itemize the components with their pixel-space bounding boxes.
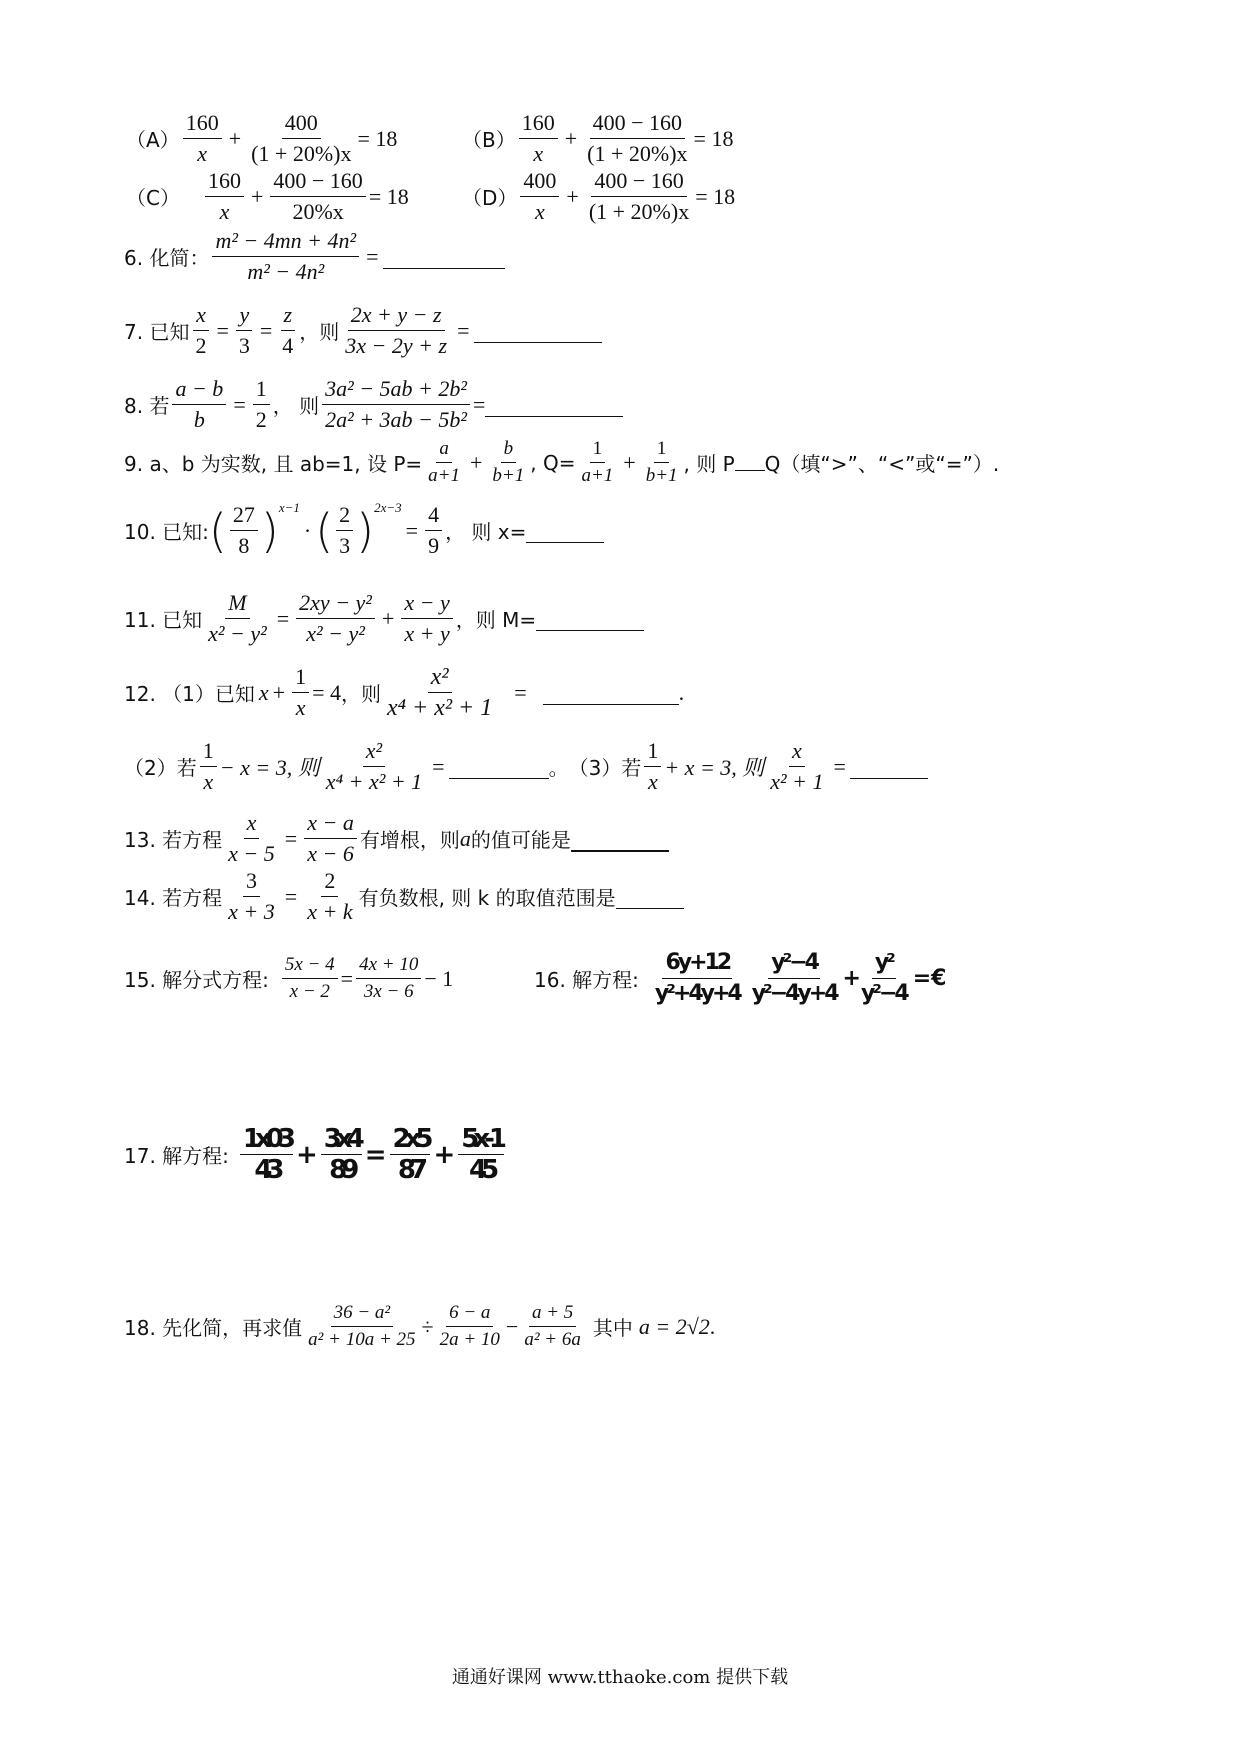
fraction: $\frac{x - a}{x - 6}$ [304,808,357,869]
fraction: $\frac{2x + y - z}{3x - 2y + z}$ [345,302,448,358]
fraction: $\frac{\text{2xy − y²}}{\text{x² − y²}}$ [296,588,375,649]
fraction: $\frac{1}{x}$ [200,736,217,797]
answer-blank[interactable] [485,392,623,417]
choice-label: （D） [462,186,518,210]
question-14: 14. 若方程 $\frac{3}{x + 3}$ = $\frac{2}{x + k}$ 有负数根, 则 k 的取值范围是 [124,866,684,927]
question-6: 6. 化简： $\frac{\text{m² − 4mn + 4n²}}{\text{m² − 4n²}}$ = [124,226,505,287]
fraction: $\frac{\text{x²}}{\text{x⁴ + x² + 1}}$ [387,664,493,721]
answer-blank[interactable] [383,244,505,269]
condition: a = 2√2 [638,1313,710,1339]
fraction: $\frac{1}{x}$ [292,662,309,723]
question-text: ， 则 [272,394,320,418]
fraction: $\frac{6y+12}{\text{y²+4y+4}}$ [654,950,740,1006]
fraction: $\frac{\text{y²−4}}{\text{y²−4y+4}}$ [751,950,837,1006]
question-label: 18. 先化简，再求值 [124,1316,303,1340]
fraction: $\frac{27}{8}$ [230,500,258,561]
question-17: 17. 解方程: $\frac{1x03}{43}$ + $\frac{3x4}{89}$ = $\frac{2x5}{87}$ + $\frac{5x-1}{45}$ [124,1124,507,1185]
question-label: 8. 若 [124,394,170,418]
equation-rhs: = 18 [368,183,409,209]
fraction: $\frac{3}{x + 3}$ [228,868,275,924]
question-text: , Q= [530,450,576,475]
question-text: 的值可能是 [470,828,571,852]
answer-blank[interactable] [536,606,644,631]
answer-blank[interactable] [543,680,679,705]
fraction: $\frac{4x + 10}{3x - 6}$ [356,952,421,1005]
equation-part: − 1 [424,965,454,991]
variable: a [459,825,471,851]
fraction: $\frac{160}{x}$ [519,108,558,169]
question-label: 15. 解分式方程: [124,968,269,992]
fraction: $\frac{160}{x}$ [205,166,244,227]
question-text: 9. a、b 为实数, 且 ab=1, 设 P= [124,452,423,476]
question-text: ，则 M= [455,608,537,632]
fraction: $\frac{2}{x + k}$ [307,868,353,924]
fraction: $\frac{2}{3}$ [336,500,353,561]
page-footer: 通通好课网 www.tthaoke.com 提供下载 [451,1667,789,1688]
fraction: $\frac{\text{3a² − 5ab + 2b²}}{\text{2a² + 3ab − 5b²}}$ [322,374,470,435]
exponent: x−1 [278,500,300,515]
question-label: 11. 已知 [124,608,203,632]
fraction: $\frac{5x - 4}{x - 2}$ [282,952,338,1005]
fraction: $\frac{x}{\text{x² + 1}}$ [770,738,824,794]
choice-c: （C） $\frac{160}{x}$ + $\frac{400 - 160}{20\%x}$ = 18 [126,166,409,227]
question-text: 其中 [592,1316,633,1340]
question-label: 10. 已知: [124,520,209,544]
question-15: 15. 解分式方程: $\frac{5x - 4}{x - 2}$ = $\frac{4x + 10}{3x - 6}$ − 1 [124,952,453,1005]
fraction: $\frac{\text{y²}}{\text{y²−4}}$ [860,950,907,1006]
question-12-part-1: 12. （1）已知 x + $\frac{1}{x}$ = 4 ，则 $\frac{\text{x²}}{\text{x⁴ + x² + 1}}$ = . [124,664,685,721]
choice-b: （B） $\frac{160}{x}$ + $\frac{400 - 160}{(1 + 20\%)x}$ = 18 [462,108,733,169]
question-label: 14. 若方程 [124,886,223,910]
fraction: $\frac{5x-1}{45}$ [458,1124,504,1185]
choice-label: （A） [126,128,180,152]
fraction: $\frac{b}{b+1}$ [492,438,525,486]
fraction: $\frac{1}{2}$ [253,374,270,435]
fraction: $\frac{x}{x - 5}$ [228,810,275,866]
fraction: $\frac{M}{\text{x² − y²}}$ [208,590,267,646]
answer-blank[interactable] [616,884,684,909]
question-7: 7. 已知 $\frac{x}{2}$ = $\frac{y}{3}$ = $\frac{z}{4}$ ，则 $\frac{2x + y - z}{3x - 2y + z}$ = [124,300,602,361]
question-text: Q（填“>”、“<”或“=”）. [764,452,1000,476]
answer-blank[interactable] [449,754,549,779]
equation-rhs: = 18 [357,125,398,151]
choice-a: （A） $\frac{160}{x}$ + $\frac{400}{(1 + 20\%)x}$ = 18 [126,108,397,169]
answer-blank[interactable] [735,454,765,471]
fraction: $\frac{3x4}{89}$ [321,1124,362,1185]
answer-blank[interactable] [474,318,602,343]
fraction: $\frac{400}{x}$ [520,166,559,227]
equation-part: − x = 3, 则 [219,755,320,780]
question-label: 13. 若方程 [124,828,223,852]
choice-label: （C） [126,186,180,210]
fraction: $\frac{1}{a+1}$ [581,438,614,486]
fraction: $\frac{x - y}{x + y}$ [401,588,452,649]
question-12-part-2-3: （2）若 $\frac{1}{x}$ − x = 3, 则 $\frac{\text{x²}}{\text{x⁴ + x² + 1}}$ = 。 （3）若 $\frac{1}{x}$ + x = 3, 则 $\frac{x}{\text{x² + 1}}$ = [124,736,928,797]
question-text: ， 则 x= [445,520,527,544]
question-text: ，则 [299,320,340,344]
fraction: $\frac{1x03}{43}$ [240,1124,293,1185]
question-10: 10. 已知: ( $\frac{27}{8}$ ) $^{x-1}$ · ( $\frac{2}{3}$ ) $^{2x-3}$ = $\frac{4}{9}$ ， 则 x= [124,500,604,561]
fraction: $\frac{6 - a}{2a + 10}$ [439,1302,500,1350]
fraction: $\frac{x}{2}$ [192,300,209,361]
question-label: （3）若 [568,756,642,780]
fraction: $\frac{a + 5}{\text{a² + 6a}}$ [524,1302,581,1350]
equation-part: + x = 3, 则 [664,755,765,780]
question-label: 12. （1）已知 [124,682,255,706]
question-8: 8. 若 $\frac{a - b}{b}$ = $\frac{1}{2}$ ， 则 $\frac{\text{3a² − 5ab + 2b²}}{\text{2a² + 3ab − 5b²}}$ = [124,374,623,435]
question-label: （2）若 [124,756,197,780]
equation-rhs: = 18 [695,183,736,209]
question-text: 有增根，则 [359,828,460,852]
question-label: 16. 解方程: [534,968,639,992]
equation-rhs: = 18 [693,125,734,151]
fraction: $\frac{400 - 160}{(1 + 20\%)x}$ [588,168,690,224]
question-text: , 则 P [683,452,735,476]
fraction: $\frac{\text{x²}}{\text{x⁴ + x² + 1}}$ [325,738,423,794]
fraction: $\frac{400 - 160}{(1 + 20\%)x}$ [587,110,688,166]
fraction: $\frac{400 - 160}{20\%x}$ [270,166,365,227]
fraction: $\frac{y}{3}$ [236,300,253,361]
fraction: $\frac{400}{(1 + 20\%)x}$ [251,110,352,166]
question-16: 16. 解方程: $\frac{6y+12}{\text{y²+4y+4}}$ $\frac{\text{y²−4}}{\text{y²−4y+4}}$ + $\frac{\text{y²}}{\text{y²−4}}$ =€ [534,948,946,1009]
equation-part: =€ [912,966,947,991]
fraction: $\frac{z}{4}$ [282,302,294,358]
fraction: $\frac{4}{9}$ [425,500,442,561]
answer-blank[interactable] [526,518,604,543]
equation-part: = 4 [312,679,341,705]
answer-blank[interactable] [850,754,928,779]
question-13: 13. 若方程 $\frac{x}{x - 5}$ = $\frac{x - a}{x - 6}$ 有增根，则 a 的值可能是 [124,808,669,869]
question-18: 18. 先化简，再求值 $\frac{\text{36 − a²}}{\text{a² + 10a + 25}}$ ÷ $\frac{6 - a}{2a + 10}$ − $\frac{a + 5}{\text{a² + 6a}}$ 其中 a = 2√2 . [124,1300,715,1353]
exponent: 2x−3 [374,500,402,515]
fraction: $\frac{1}{b+1}$ [645,438,678,486]
question-label: 17. 解方程: [124,1144,229,1168]
question-11: 11. 已知 $\frac{M}{\text{x² − y²}}$ = $\frac{\text{2xy − y²}}{\text{x² − y²}}$ + $\frac{x - y}{x + y}$ ，则 M= [124,588,644,649]
fraction: $\frac{2x5}{87}$ [390,1124,431,1185]
question-text: ，则 [341,682,381,706]
answer-blank[interactable] [571,826,669,852]
fraction: $\frac{160}{x}$ [183,108,222,169]
question-label: 7. 已知 [124,320,190,344]
fraction: $\frac{a}{a+1}$ [428,438,460,486]
fraction: $\frac{\text{m² − 4mn + 4n²}}{\text{m² − 4n²}}$ [212,226,359,287]
question-text: 有负数根, 则 k 的取值范围是 [358,886,616,910]
fraction: $\frac{1}{x}$ [644,736,661,797]
question-9: 9. a、b 为实数, 且 ab=1, 设 P= $\frac{a}{a+1}$ + $\frac{b}{b+1}$ , Q= $\frac{1}{a+1}$ + $\frac{1}{b+1}$ , 则 P Q（填“>”、“<”或“=”）. [124,436,999,489]
fraction: $\frac{\text{36 − a²}}{\text{a² + 10a + 25}}$ [308,1302,416,1350]
question-label: 6. 化简： [124,246,210,270]
choice-label: （B） [462,128,516,152]
choice-d: （D） $\frac{400}{x}$ + $\frac{400 - 160}{(1 + 20\%)x}$ = 18 [462,166,735,227]
fraction: $\frac{a - b}{b}$ [172,374,226,435]
